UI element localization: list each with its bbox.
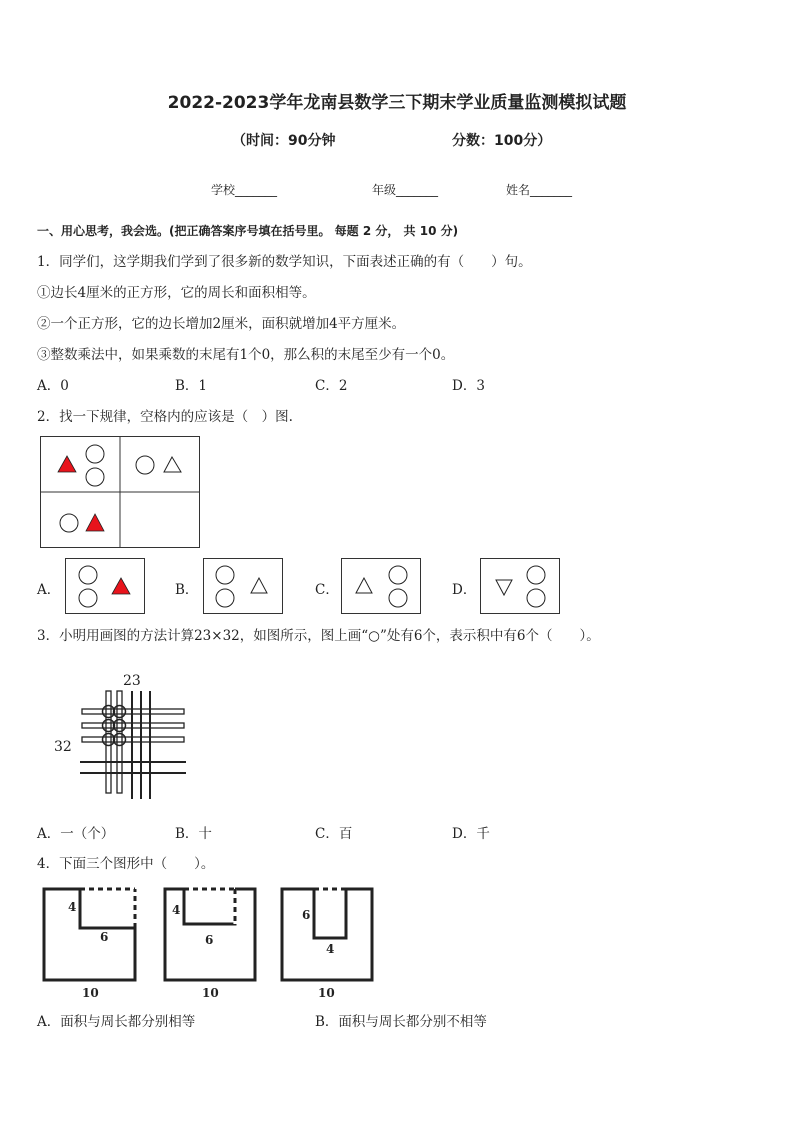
circle-icon <box>103 706 115 718</box>
circle-icon <box>86 445 104 463</box>
q3-option-a: A．一（个） <box>37 826 115 842</box>
q1-option-d: D．3 <box>452 378 485 394</box>
q4-fig1-label-c: 10 <box>82 986 99 1000</box>
q4-figure-2 <box>162 886 262 1002</box>
triangle-icon <box>356 578 372 593</box>
circle-icon <box>114 706 126 718</box>
q4-option-a: A．面积与周长都分别相等 <box>37 1014 196 1030</box>
q4-fig3-label-a: 6 <box>302 908 311 922</box>
q3-option-d: D．千 <box>452 826 490 842</box>
circle-icon <box>86 468 104 486</box>
q2-option-d-figure <box>480 558 560 614</box>
q3-line-multiplication-figure <box>50 665 195 805</box>
q3-left-label: 32 <box>54 739 72 755</box>
q4-fig2-label-b: 6 <box>205 933 214 947</box>
name-field: 姓名_______ <box>506 183 573 197</box>
q2-option-a-figure <box>65 558 145 614</box>
q3-option-c: C．百 <box>315 826 353 842</box>
section-heading: 一、用心思考，我会选。(把正确答案序号填在括号里。 每题 2 分， 共 10 分) <box>37 224 459 238</box>
red-triangle-icon <box>86 514 104 531</box>
q4-fig2-label-a: 4 <box>172 903 181 917</box>
q2-option-a-label: A． <box>37 582 61 598</box>
inverted-triangle-icon <box>496 580 512 595</box>
q1-statement-3: ③整数乘法中，如果乘数的末尾有1个0，那么积的末尾至少有一个0。 <box>37 347 455 363</box>
exam-time: （时间：90分钟 <box>232 133 336 149</box>
q4-fig3-label-b: 4 <box>326 942 335 956</box>
page-title: 2022-2023学年龙南县数学三下期末学业质量监测模拟试题 <box>167 93 627 113</box>
circle-icon <box>60 514 78 532</box>
q1-statement-2: ②一个正方形，它的边长增加2厘米，面积就增加4平方厘米。 <box>37 316 406 332</box>
circle-icon <box>136 456 154 474</box>
q3-option-b: B．十 <box>175 826 212 842</box>
q4-fig3-label-c: 10 <box>318 986 335 1000</box>
q1-option-c: C．2 <box>315 378 348 394</box>
q1-option-a: A．0 <box>37 378 69 394</box>
q2-option-c-label: C． <box>315 582 339 598</box>
circle-icon <box>103 734 115 746</box>
grade-field: 年级_______ <box>372 183 439 197</box>
q4-fig2-label-c: 10 <box>202 986 219 1000</box>
q3-top-label: 23 <box>123 673 141 689</box>
circle-icon <box>114 720 126 732</box>
circle-icon <box>114 734 126 746</box>
q2-option-b-label: B． <box>175 582 199 598</box>
q2-pattern-grid <box>40 436 200 548</box>
q2-stem: 2．找一下规律，空格内的应该是（ ）图. <box>37 409 293 425</box>
q4-option-b: B．面积与周长都分别不相等 <box>315 1014 487 1030</box>
q1-stem: 1．同学们，这学期我们学到了很多新的数学知识，下面表述正确的有（ ）句。 <box>37 254 532 270</box>
q2-option-d-label: D． <box>452 582 477 598</box>
q4-stem: 4．下面三个图形中（ ）。 <box>37 856 215 872</box>
triangle-icon <box>251 578 267 593</box>
q2-option-c-figure <box>341 558 421 614</box>
red-triangle-icon <box>58 456 76 472</box>
q1-option-b: B．1 <box>175 378 208 394</box>
exam-score: 分数：100分） <box>452 133 552 149</box>
q4-fig1-label-b: 6 <box>100 930 109 944</box>
school-field: 学校_______ <box>211 183 278 197</box>
q4-fig1-label-a: 4 <box>68 900 77 914</box>
circle-icon <box>103 720 115 732</box>
q3-stem: 3．小明用画图的方法计算23×32，如图所示，图上画“○”处有6个，表示积中有6个（ ）。 <box>37 628 600 644</box>
triangle-icon <box>164 457 181 472</box>
q4-figure-1 <box>40 886 140 1002</box>
q2-option-b-figure <box>203 558 283 614</box>
red-triangle-icon <box>112 578 130 594</box>
q4-figure-3 <box>279 886 379 1002</box>
q1-statement-1: ①边长4厘米的正方形，它的周长和面积相等。 <box>37 285 316 301</box>
